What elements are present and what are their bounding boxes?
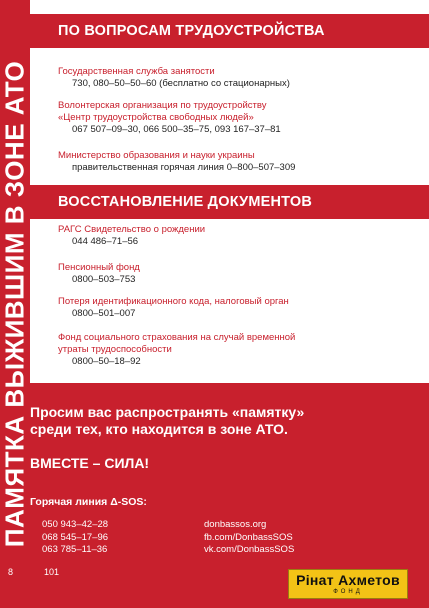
- hotline-label: Горячая линия Δ-SOS:: [30, 496, 147, 508]
- facebook-link[interactable]: fb.com/DonbassSOS: [204, 531, 293, 543]
- section-header-documents: [30, 185, 429, 219]
- hotline-phone: 063 785–11–36: [42, 544, 108, 555]
- list-item: [58, 262, 419, 286]
- vk-link[interactable]: vk.com/DonbassSOS: [204, 544, 295, 555]
- spine-title: ПАМЯТКА ВЫЖИВШИМ В ЗОНЕ АТО: [0, 60, 30, 548]
- list-item: [58, 150, 419, 174]
- entry-phone: 044 486–71–56: [72, 236, 139, 247]
- hotline-phone: 068 545–17–96: [42, 531, 109, 543]
- side-spine: [0, 0, 30, 608]
- entry-phone: 0800–503–753: [72, 274, 136, 285]
- hotline-phone: 050 943–42–28: [42, 519, 109, 530]
- list-item: [58, 332, 419, 368]
- appeal-line-1: Просим вас распространять «памятку»: [30, 404, 305, 420]
- motto: ВМЕСТЕ – СИЛА!: [30, 455, 150, 471]
- list-item: [58, 296, 419, 320]
- entry-phone: 067 507–09–30, 066 500–35–75, 093 167–37–81: [72, 124, 281, 135]
- hotline-phones: [42, 519, 108, 557]
- entry-org: Фонд социального страхования на случай временной: [58, 332, 296, 343]
- entry-org: Волонтерская организация по трудоустройству: [58, 100, 267, 111]
- entry-org-line2: утраты трудоспособности: [58, 344, 172, 355]
- entry-org: Министерство образования и науки украины: [58, 150, 255, 161]
- section-header-employment: [30, 14, 429, 48]
- logo-name: Рінат Ахметов: [296, 572, 400, 588]
- appeal-line-2: среди тех, кто находится в зоне АТО.: [30, 421, 288, 437]
- entry-phone: 0800–50–18–92: [72, 356, 141, 367]
- entry-org: Государственная служба занятости: [58, 66, 215, 77]
- page-marker: 8: [8, 567, 14, 577]
- foundation-logo: [288, 569, 408, 599]
- entry-org: Потеря идентификационного кода, налоговый орган: [58, 296, 289, 307]
- list-item: [58, 224, 419, 248]
- list-item: [58, 66, 419, 90]
- website-link[interactable]: donbassos.org: [204, 519, 267, 530]
- entry-org: Пенсионный фонд: [58, 262, 140, 273]
- section-title-employment: ПО ВОПРОСАМ ТРУДОУСТРОЙСТВА: [58, 23, 325, 39]
- web-links: [204, 519, 294, 557]
- entry-org-line2: «Центр трудоустройства свободных людей»: [58, 112, 254, 123]
- section-title-documents: ВОССТАНОВЛЕНИЕ ДОКУМЕНТОВ: [58, 194, 312, 210]
- entry-phone: 0800–501–007: [72, 308, 136, 319]
- page-number: 101: [44, 567, 60, 577]
- appeal-message: [30, 404, 390, 438]
- entry-phone: 730, 080–50–50–60 (бесплатно со стационарных): [72, 78, 290, 89]
- entry-org: РАГС Свидетельство о рождении: [58, 224, 206, 235]
- entry-phone: правительственная горячая линия 0–800–507–309: [72, 162, 296, 173]
- list-item: [58, 100, 419, 136]
- logo-subtitle: ФОНД: [333, 589, 363, 595]
